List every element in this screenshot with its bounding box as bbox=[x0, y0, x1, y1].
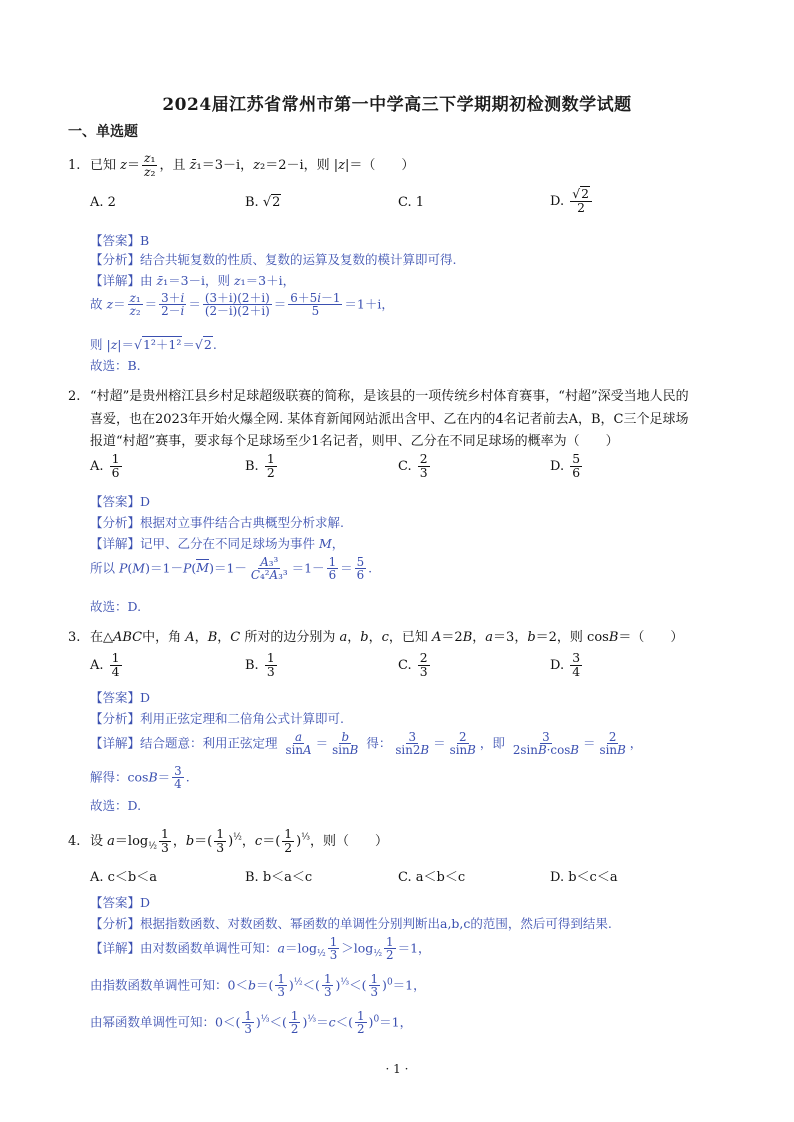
question-3-detail-line: 解得：cosB＝ $\frac{3}{4}$ . bbox=[90, 764, 190, 792]
question-1-option-b: B. √2 bbox=[245, 195, 281, 210]
question-4-detail-line: 【详解】由对数函数单调性可知：$a=\log_{\frac{1}{2}}$ $\frac{1}{3}$ $>\log_{\frac{1}{2}}$ $\frac{1}{2}$ ＝1， bbox=[90, 935, 431, 963]
question-1-option-d: D. $\frac{√2}{2}$ bbox=[550, 188, 594, 215]
question-1-detail-line: 故选：B. bbox=[90, 358, 141, 373]
question-4-detail-line: 由指数函数单调性可知：0＜b＝( $\frac{1}{3}$ )$^{\frac{1}{2}}$＜( $\frac{1}{3}$ )$^{\frac{1}{3}}$＜( $\frac{1}{3}$ )$^0$＝1， bbox=[90, 972, 426, 1000]
question-1-analysis: 【分析】结合共轭复数的性质、复数的运算及复数的模计算即可得. bbox=[90, 252, 457, 267]
question-3-detail-line: 故选：D. bbox=[90, 798, 142, 813]
question-4-analysis: 【分析】根据指数函数、对数函数、幂函数的单调性分别判断出a,b,c的范围，然后可得到结果. bbox=[90, 916, 612, 931]
question-3-detail-line: 【详解】结合题意：利用正弦定理 $\frac{a}{\sin A}$ ＝ $\frac{b}{\sin B}$ 得： $\frac{3}{\sin 2B}$ ＝ $\frac{2}{\sin B}$ ，即 $\frac{3}{2\sin B\cdot\cos B}$ ＝ $\frac{2}{\sin B}$ ， bbox=[90, 730, 643, 758]
question-3-option-b: B. $\frac{1}{3}$ bbox=[245, 651, 275, 679]
question-2-stem-line: 喜爱，也在2023年开始火爆全网. 某体育新闻网站派出含甲、乙在内的4名记者前去A，B，C三个足球场 bbox=[90, 412, 689, 427]
question-4-option-c: C. a＜b＜c bbox=[398, 870, 466, 885]
document-title: 2024届江苏省常州市第一中学高三下学期期初检测数学试题 bbox=[162, 95, 632, 115]
question-2-detail-line: 故选：D. bbox=[90, 599, 142, 614]
question-4-option-a: A. c＜b＜a bbox=[90, 870, 158, 885]
question-4-stem: 4. 设 $a=\log_{\frac{1}{2}}$ $\frac{1}{3}$ ，b＝( $\frac{1}{3}$ )$^{\frac{1}{2}}$，c＝( $\frac{1}{2}$ )$^{\frac{1}{3}}$，则（ ） bbox=[68, 827, 388, 855]
question-2-analysis: 【分析】根据对立事件结合古典概型分析求解. bbox=[90, 515, 344, 530]
question-1-stem: 1. 已知 z＝ $\frac{\text{z₁}}{\text{z₂}}$ ，且 z̄₁＝3－i，z₂＝2－i，则 |z|＝（ ） bbox=[68, 151, 415, 179]
question-3-stem: 3. 在△ABC中，角 A，B，C 所对的边分别为 a，b，c，已知 A＝2B，a＝3，b＝2，则 cosB＝（ ） bbox=[68, 630, 684, 645]
question-2-stem-line: 2. “村超”是贵州榕江县乡村足球超级联赛的简称，是该县的一项传统乡村体育赛事，“村超”深受当地人民的 bbox=[68, 389, 689, 404]
question-2-answer: 【答案】D bbox=[90, 494, 151, 509]
question-3-option-d: D. $\frac{3}{4}$ bbox=[550, 651, 581, 679]
question-3-answer: 【答案】D bbox=[90, 690, 151, 705]
question-3-option-a: A. $\frac{1}{4}$ bbox=[90, 651, 120, 679]
question-1-option-c: C. 1 bbox=[398, 195, 425, 210]
question-2-detail-line: 【详解】记甲、乙分在不同足球场为事件 M， bbox=[90, 536, 345, 551]
question-3-option-c: C. $\frac{2}{3}$ bbox=[398, 651, 428, 679]
question-2-option-d: D. $\frac{5}{6}$ bbox=[550, 452, 581, 480]
question-1-detail-line: 【详解】由 z̄₁＝3－i，则 z₁＝3＋i， bbox=[90, 273, 296, 288]
question-2-detail-line: 所以 P(M)＝1－P(M)＝1－ $\frac{\text{A₃³}}{\text{C₄²A₃³}}$ ＝1－ $\frac{1}{6}$ ＝ $\frac{5}{6}$ . bbox=[90, 555, 373, 583]
question-1-detail-line: 故 z＝ $\frac{\text{z₁}}{\text{z₂}}$ ＝ $\frac{3+i}{2-i}$ ＝ $\frac{(3+i)(2+i)}{(2-i)(2+i)}$ ＝ $\frac{6+5i-1}{5}$ ＝1＋i， bbox=[90, 291, 394, 319]
section-heading: 一、单选题 bbox=[68, 124, 138, 140]
question-4-option-d: D. b＜c＜a bbox=[550, 870, 618, 885]
question-4-answer: 【答案】D bbox=[90, 895, 151, 910]
question-2-option-a: A. $\frac{1}{6}$ bbox=[90, 452, 120, 480]
question-4-option-b: B. b＜a＜c bbox=[245, 870, 313, 885]
question-1-detail-line: 则 |z|＝√1²＋1²＝√2. bbox=[90, 337, 217, 352]
question-2-option-b: B. $\frac{1}{2}$ bbox=[245, 452, 275, 480]
question-4-detail-line: 由幂函数单调性可知：0＜( $\frac{1}{3}$ )$^{\frac{1}{3}}$＜( $\frac{1}{2}$ )$^{\frac{1}{3}}$＝c＜( $\frac{1}{2}$ )$^0$＝1， bbox=[90, 1009, 413, 1037]
question-3-analysis: 【分析】利用正弦定理和二倍角公式计算即可. bbox=[90, 711, 344, 726]
question-1-option-a: A. 2 bbox=[90, 195, 116, 210]
question-2-option-c: C. $\frac{2}{3}$ bbox=[398, 452, 428, 480]
page-number: · 1 · bbox=[385, 1062, 409, 1076]
question-1-answer: 【答案】B bbox=[90, 233, 150, 248]
question-2-stem-line: 报道“村超”赛事，要求每个足球场至少1名记者，则甲、乙分在不同足球场的概率为（ ） bbox=[90, 434, 619, 449]
